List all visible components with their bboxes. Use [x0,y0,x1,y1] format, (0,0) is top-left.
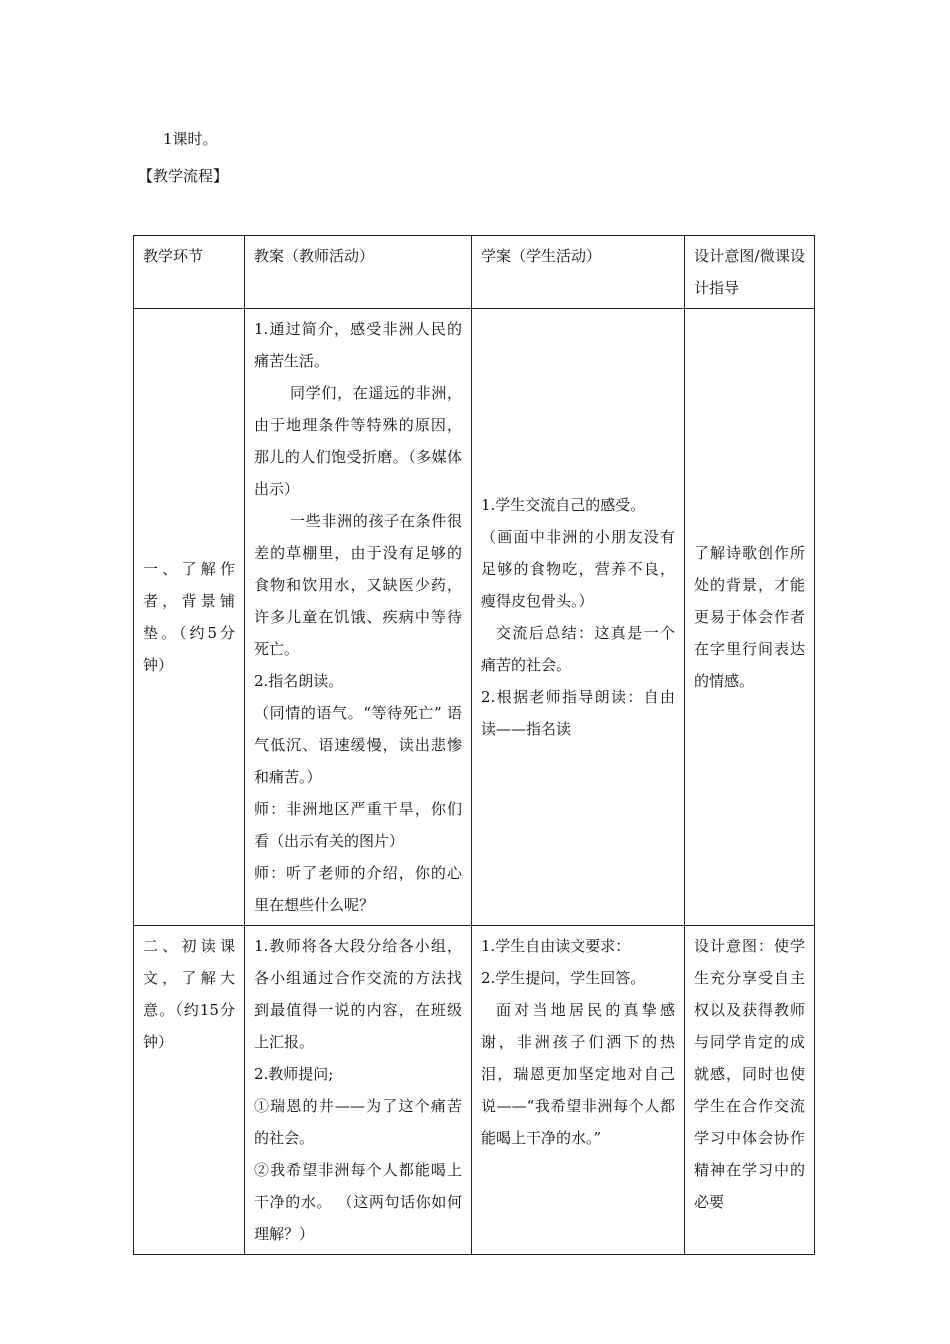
student-para: （画面中非洲的小朋友没有足够的食物吃，营养不良，瘦得皮包骨头。） [481,528,675,610]
intent-cell: 设计意图：使学生充分享受自主权以及获得教师与同学肯定的成就感，同时也使学生在合作交流学习中体会协作精神在学习中的必要 [685,926,815,1255]
section-title: 【教学流程】 [138,167,229,185]
student-para: 2.根据老师指导朗读：自由读——指名读 [481,688,675,738]
teacher-para: 师：非洲地区严重干旱，你们看（出示有关的图片） [254,800,462,850]
teacher-para: ①瑞恩的井——为了这个痛苦的社会。 [254,1097,462,1147]
teacher-para: 师：听了老师的介绍，你的心里在想些什么呢？ [254,864,462,914]
student-para: 1.学生交流自己的感受。 [481,496,646,514]
teacher-para: 一些非洲的孩子在条件很差的草棚里，由于没有足够的食物和饮用水，又缺医少药，许多儿童在饥饿、疾病中等待死亡。 [254,512,462,658]
table-header-row [134,236,815,309]
teacher-para: 1.教师将各大段分给各小组，各小组通过合作交流的方法找到最值得一说的内容，在班级上汇报。 [254,937,462,1051]
intent-cell: 了解诗歌创作所处的背景，才能更易于体会作者在字里行间表达的情感。 [685,309,815,926]
header-teacher: 教案（教师活动） [245,236,472,309]
header-stage: 教学环节 [134,236,245,309]
stage-cell: 一、了解作者，背景铺垫。（约5分钟） [134,309,245,926]
student-para: 交流后总结：这真是一个痛苦的社会。 [481,624,675,674]
teacher-cell [245,309,472,926]
header-intent: 设计意图/微课设计指导 [685,236,815,309]
student-para: 面对当地居民的真挚感谢，非洲孩子们洒下的热泪，瑞恩更加坚定地对自己说——“我希望非洲每个人都能喝上干净的水。” [481,1001,675,1147]
teacher-cell [245,926,472,1255]
table-row [134,926,815,1255]
student-para: 1.学生自由读文要求： [481,937,631,955]
stage-cell: 二、初读课文，了解大意。（约15分钟） [134,926,245,1255]
teacher-para: 同学们，在遥远的非洲，由于地理条件等特殊的原因，那儿的人们饱受折磨。（多媒体出示） [254,384,462,498]
header-student: 学案（学生活动） [472,236,685,309]
teacher-para: ②我希望非洲每个人都能喝上干净的水。 （这两句话你如何理解？） [254,1161,462,1243]
student-para: 2.学生提问，学生回答。 [481,969,646,987]
teacher-para: 2.教师提问; [254,1065,334,1083]
teaching-flow-table [133,235,815,1255]
teacher-para: （同情的语气。“等待死亡” 语气低沉、语速缓慢，读出悲惨和痛苦。） [254,704,462,786]
table-row [134,309,815,926]
intro-text: 1课时。 [163,130,218,148]
teacher-para: 1.通过简介，感受非洲人民的痛苦生活。 [254,320,462,370]
student-cell [472,926,685,1255]
student-cell [472,309,685,926]
teacher-para: 2.指名朗读。 [254,672,344,690]
